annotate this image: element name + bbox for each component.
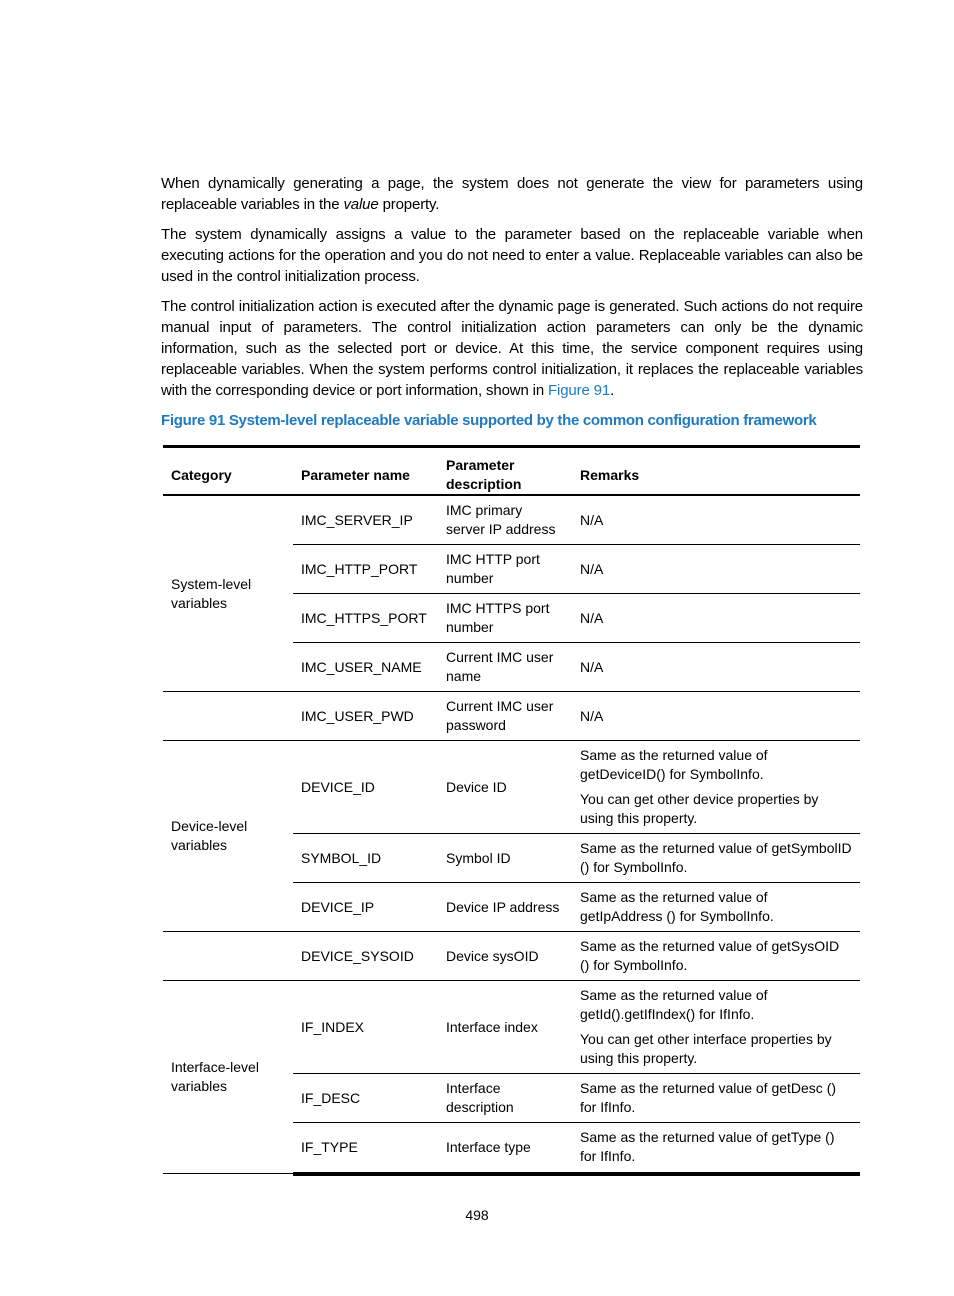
paragraph-1-italic: value: [343, 196, 379, 213]
remark-line: Same as the returned value of getSymbolID () for SymbolInfo.: [580, 840, 852, 875]
remark-line: N/A: [580, 511, 604, 528]
param-remarks: [572, 932, 860, 981]
header-remarks: Remarks: [572, 447, 860, 496]
table-row: [163, 741, 860, 834]
category-device-level: Device-level variables: [163, 741, 293, 932]
paragraph-1-end: property.: [378, 196, 440, 213]
param-description: Interface type: [438, 1123, 572, 1174]
param-description: IMC HTTP port number: [438, 545, 572, 594]
param-name: IF_INDEX: [293, 981, 438, 1074]
param-description: Current IMC user password: [438, 692, 572, 741]
remark-line: N/A: [580, 560, 604, 577]
category-interface-level: Interface-level variables: [163, 981, 293, 1174]
header-parameter-name: Parameter name: [293, 447, 438, 496]
param-name: IMC_HTTPS_PORT: [293, 594, 438, 643]
param-remarks: [572, 545, 860, 594]
param-description: Interface index: [438, 981, 572, 1074]
replaceable-variables-table: [163, 445, 860, 1176]
param-description: Device sysOID: [438, 932, 572, 981]
table-row: [163, 495, 860, 545]
category-empty: [163, 692, 293, 741]
paragraph-1: [161, 173, 863, 215]
paragraph-2: The system dynamically assigns a value to the parameter based on the replaceable variable when executing actions for the operation and you do not need to enter a value. Replaceable variables can also be used in the control initialization process.: [161, 226, 863, 285]
param-name: IF_DESC: [293, 1074, 438, 1123]
param-remarks: [572, 1074, 860, 1123]
remark-line: Same as the returned value of getDesc () for IfInfo.: [580, 1080, 837, 1115]
document-body: [161, 173, 863, 431]
figure-caption: Figure 91 System-level replaceable variable supported by the common configuration framework: [161, 412, 817, 429]
header-category: Category: [163, 447, 293, 496]
header-parameter-description: Parameter description: [438, 447, 572, 496]
param-remarks: [572, 495, 860, 545]
param-remarks: [572, 643, 860, 692]
param-name: DEVICE_SYSOID: [293, 932, 438, 981]
category-empty: [163, 932, 293, 981]
param-name: SYMBOL_ID: [293, 834, 438, 883]
param-name: IMC_USER_NAME: [293, 643, 438, 692]
table-header-row: [163, 447, 860, 496]
paragraph-3-text: The control initialization action is executed after the dynamic page is generated. Such actions do not require manual input of parameters. The control initialization action parameters can only be the dynamic information, such as the selected port or device. At this time, the service component requires using replaceable variables. When the system performs control initialization, it replaces the replaceable variables with the corresponding device or port information, shown in: [161, 298, 863, 399]
remark-line: Same as the returned value of getIpAddress () for SymbolInfo.: [580, 889, 774, 924]
figure-91-link[interactable]: Figure 91: [548, 382, 611, 399]
param-description: IMC HTTPS port number: [438, 594, 572, 643]
paragraph-3-end: .: [610, 382, 615, 399]
param-description: Interface description: [438, 1074, 572, 1123]
remark-line: Same as the returned value of getDeviceID() for SymbolInfo.: [580, 747, 768, 782]
remark-line: N/A: [580, 609, 604, 626]
param-remarks: [572, 1123, 860, 1174]
remark-line: You can get other device properties by using this property.: [580, 791, 819, 826]
param-name: IMC_SERVER_IP: [293, 495, 438, 545]
category-system-level: System-level variables: [163, 495, 293, 692]
param-description: Device ID: [438, 741, 572, 834]
param-remarks: [572, 692, 860, 741]
remark-line: N/A: [580, 707, 604, 724]
table-row: [163, 692, 860, 741]
remark-line: N/A: [580, 658, 604, 675]
remark-line: Same as the returned value of getSysOID () for SymbolInfo.: [580, 938, 840, 973]
param-name: IF_TYPE: [293, 1123, 438, 1174]
param-remarks: [572, 883, 860, 932]
table-row: [163, 981, 860, 1074]
param-description: Device IP address: [438, 883, 572, 932]
remark-line: Same as the returned value of getId().getIfIndex() for IfInfo.: [580, 987, 768, 1022]
param-remarks: [572, 741, 860, 834]
paragraph-3: [161, 296, 863, 401]
page-number: 498: [465, 1207, 489, 1223]
paragraph-1-text: When dynamically generating a page, the system does not generate the view for parameters using replaceable variables in the: [161, 175, 863, 213]
table-row: [163, 932, 860, 981]
param-description: Symbol ID: [438, 834, 572, 883]
param-name: DEVICE_IP: [293, 883, 438, 932]
param-name: DEVICE_ID: [293, 741, 438, 834]
param-remarks: [572, 981, 860, 1074]
param-name: IMC_HTTP_PORT: [293, 545, 438, 594]
param-remarks: [572, 594, 860, 643]
remark-line: Same as the returned value of getType () for IfInfo.: [580, 1129, 835, 1165]
param-name: IMC_USER_PWD: [293, 692, 438, 741]
param-description: IMC primary server IP address: [438, 495, 572, 545]
remark-line: You can get other interface properties by using this property.: [580, 1031, 832, 1066]
param-remarks: [572, 834, 860, 883]
param-description: Current IMC user name: [438, 643, 572, 692]
